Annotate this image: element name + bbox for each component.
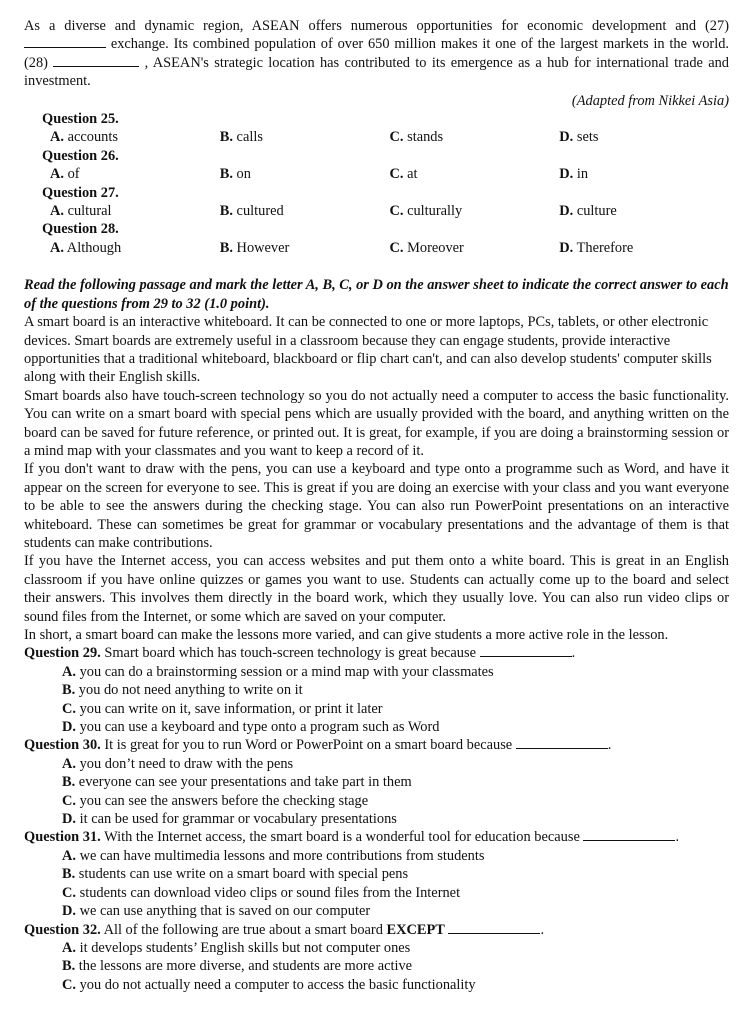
mc-question-25 xyxy=(24,110,729,147)
passage-paragraph: In short, a smart board can make the lessons more varied, and can give students a more active role in the lesson. xyxy=(24,627,669,643)
source-citation: (Adapted from Nikkei Asia) xyxy=(571,92,729,109)
option-d[interactable]: D. we can use anything that is saved on our computer xyxy=(62,903,371,920)
option-a[interactable]: A. we can have multimedia lessons and more contributions from students xyxy=(62,847,485,864)
option-b[interactable]: B. students can use write on a smart board with special pens xyxy=(62,866,409,883)
option-b[interactable]: B. everyone can see your presentations and take part in them xyxy=(62,774,412,791)
answer-blank xyxy=(583,828,675,841)
answer-blank xyxy=(516,736,608,749)
cloze-passage xyxy=(24,17,729,91)
option-a[interactable]: A. cultural xyxy=(50,203,112,220)
question-label: Question 28. xyxy=(42,221,119,238)
exam-page xyxy=(24,17,729,994)
option-c[interactable]: C. culturally xyxy=(389,203,463,220)
option-b[interactable]: B. cultured xyxy=(219,203,284,220)
option-a[interactable]: A. it develops students’ English skills but not computer ones xyxy=(62,939,411,956)
cloze-text-3: , ASEAN's strategic location has contributed to its emergence as a hub for international trade and investment. xyxy=(24,54,729,90)
question-stem: Question 31. With the Internet access, the smart board is a wonderful tool for education because . xyxy=(24,829,680,846)
answer-blank xyxy=(448,921,540,934)
reading-passage xyxy=(24,313,729,644)
option-b[interactable]: B. However xyxy=(219,239,290,256)
mc-question-26 xyxy=(24,147,729,184)
reading-question-30 xyxy=(24,736,729,828)
passage-paragraph: If you don't want to draw with the pens, you can use a keyboard and type onto a programme such as Word, and have it appear on the screen for everyone to see. This is great if you are doing an exercise with your class and you want everyone to be able to see the answers during the checking stage. You can also run PowerPoint presentations on an interactive whiteboard. These can sometimes be great for grammar or vocabulary presentations and the advantage of them is that students can make contributions. xyxy=(24,461,729,551)
option-a[interactable]: A. of xyxy=(50,166,80,183)
option-d[interactable]: D. in xyxy=(559,166,589,183)
option-c[interactable]: C. you can see the answers before the checking stage xyxy=(62,792,369,809)
option-d[interactable]: D. culture xyxy=(559,203,617,220)
cloze-text-1: As a diverse and dynamic region, ASEAN offers numerous opportunities for economic development and (27) xyxy=(24,18,729,34)
option-d[interactable]: D. Therefore xyxy=(559,239,634,256)
question-label: Question 26. xyxy=(42,147,119,164)
cloze-text-2: exchange. Its combined population of over 650 million makes it one of the largest markets in the world. (28) xyxy=(24,36,729,71)
passage-paragraph: Smart boards also have touch-screen technology so you do not actually need a computer to access the basic functionality. You can write on a smart board with special pens which are usually provided with the board, and anything written on the board can be saved for future reference, or printed out. It is great, for example, if you are doing a brainstorming session or a mind map with your classmates and you want to keep a record of it. xyxy=(24,387,729,459)
reading-instruction: Read the following passage and mark the letter A, B, C, or D on the answer sheet to indicate the correct answer to each of the questions from 29 to 32 (1.0 point). xyxy=(24,277,729,312)
option-d[interactable]: D. it can be used for grammar or vocabulary presentations xyxy=(62,811,397,828)
question-stem: Question 30. It is great for you to run Word or PowerPoint on a smart board because . xyxy=(24,737,612,754)
option-b[interactable]: B. on xyxy=(219,166,251,183)
blank-27 xyxy=(24,35,106,48)
reading-question-31 xyxy=(24,828,729,920)
option-a[interactable]: A. you can do a brainstorming session or a mind map with your classmates xyxy=(62,663,494,680)
option-c[interactable]: C. at xyxy=(389,166,418,183)
option-b[interactable]: B. the lessons are more diverse, and students are more active xyxy=(62,958,413,975)
blank-28 xyxy=(53,54,139,67)
option-c[interactable]: C. you can write on it, save information, or print it later xyxy=(62,700,383,717)
question-label: Question 27. xyxy=(42,184,119,201)
option-b[interactable]: B. you do not need anything to write on it xyxy=(62,682,303,699)
option-c[interactable]: C. you do not actually need a computer to access the basic functionality xyxy=(62,976,476,993)
reading-question-29 xyxy=(24,644,729,736)
mc-question-28 xyxy=(24,220,729,257)
option-c[interactable]: C. Moreover xyxy=(389,239,464,256)
option-c[interactable]: C. students can download video clips or sound files from the Internet xyxy=(62,884,461,901)
mc-question-27 xyxy=(24,184,729,221)
reading-question-32 xyxy=(24,921,729,995)
option-c[interactable]: C. stands xyxy=(389,129,444,146)
option-a[interactable]: A. you don’t need to draw with the pens xyxy=(62,755,294,772)
option-b[interactable]: B. calls xyxy=(219,129,263,146)
question-stem: Question 32. All of the following are true about a smart board EXCEPT . xyxy=(24,921,545,938)
question-label: Question 25. xyxy=(42,111,119,128)
passage-paragraph: If you have the Internet access, you can access websites and put them onto a white board. This is great in an English classroom if you have online quizzes or games you want to use. Students can actually come up to the board and select their answers. This involves them directly in the board work, which they usually love. You can also run video clips or sound files from the Internet, or some which are saved on your computer. xyxy=(24,553,729,625)
passage-paragraph: A smart board is an interactive whiteboard. It can be connected to one or more laptops, PCs, tablets, or other electronic devices. Smart boards are extremely useful in a classroom because they can engage students, provide interactive opportunities that a traditional whiteboard, blackboard or flip chart can't, and can also develop students' computer skills along with their English skills. xyxy=(24,314,712,386)
option-d[interactable]: D. sets xyxy=(559,129,599,146)
option-d[interactable]: D. you can use a keyboard and type onto a program such as Word xyxy=(62,719,440,736)
answer-blank xyxy=(480,644,572,657)
option-a[interactable]: A. accounts xyxy=(50,129,118,146)
question-stem: Question 29. Smart board which has touch-screen technology is great because . xyxy=(24,645,576,662)
option-a[interactable]: A. Although xyxy=(50,239,122,256)
